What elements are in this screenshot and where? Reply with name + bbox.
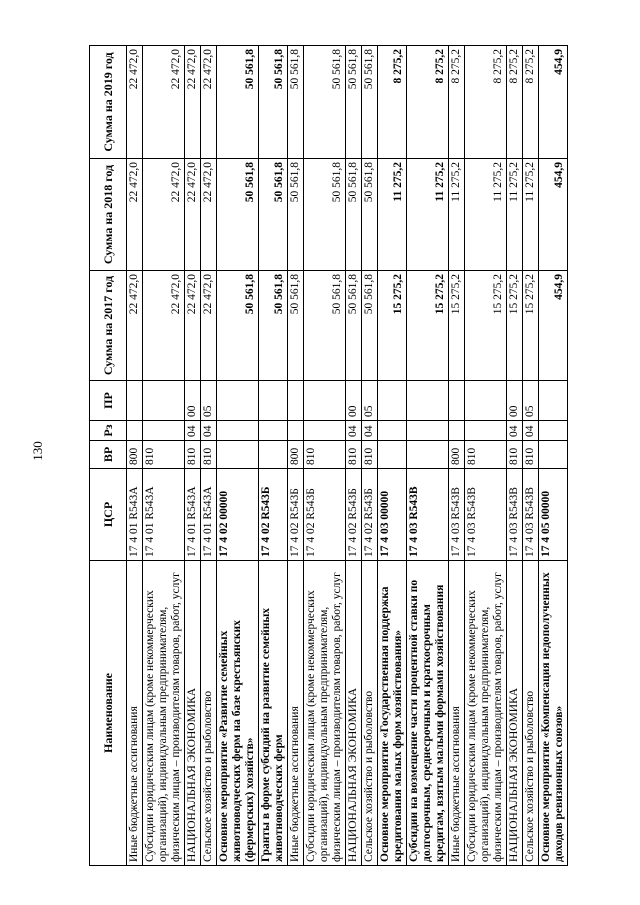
- code-cell: 17 4 03 R543В: [523, 469, 539, 561]
- code-cell: 810: [304, 441, 346, 469]
- code-cell: [539, 381, 568, 421]
- amount-cell: 22 472,0: [185, 271, 201, 381]
- code-cell: [288, 421, 304, 441]
- table-row: [143, 46, 185, 866]
- code-cell: [378, 441, 407, 469]
- table-row: [507, 46, 523, 866]
- column-header: ПР: [90, 381, 127, 421]
- table-row: [378, 46, 407, 866]
- table-row: [362, 46, 378, 866]
- code-cell: 800: [127, 441, 143, 469]
- amount-cell: 50 561,8: [346, 46, 362, 159]
- amount-cell: 15 275,2: [378, 271, 407, 381]
- code-cell: [127, 381, 143, 421]
- amount-cell: 50 561,8: [259, 159, 288, 271]
- amount-cell: 15 275,2: [507, 271, 523, 381]
- code-cell: 17 4 01 R543А: [201, 469, 217, 561]
- code-cell: 05: [201, 381, 217, 421]
- amount-cell: 15 275,2: [465, 271, 507, 381]
- table-row: [217, 46, 259, 866]
- code-cell: 05: [362, 381, 378, 421]
- code-cell: 17 4 02 R543Б: [288, 469, 304, 561]
- table-row: [407, 46, 449, 866]
- amount-cell: 8 275,2: [407, 46, 449, 159]
- column-header: ЦСР: [90, 469, 127, 561]
- row-name-cell: Основное мероприятие «Государственная поддержка кредитования малых форм хозяйствования»: [378, 561, 407, 866]
- code-cell: 17 4 02 R543Б: [259, 469, 288, 561]
- rotated-table-container: [89, 46, 565, 866]
- amount-cell: 22 472,0: [143, 271, 185, 381]
- code-cell: [407, 381, 449, 421]
- amount-cell: 50 561,8: [304, 159, 346, 271]
- code-cell: [217, 441, 259, 469]
- amount-cell: 11 275,2: [465, 159, 507, 271]
- row-name-cell: Сельское хозяйство и рыболовство: [362, 561, 378, 866]
- amount-cell: 50 561,8: [288, 271, 304, 381]
- amount-cell: 50 561,8: [259, 271, 288, 381]
- amount-cell: 50 561,8: [346, 159, 362, 271]
- table-row: [304, 46, 346, 866]
- amount-cell: 15 275,2: [407, 271, 449, 381]
- code-cell: [407, 441, 449, 469]
- code-cell: 17 4 03 R543В: [507, 469, 523, 561]
- column-header: ВР: [90, 441, 127, 469]
- code-cell: [259, 421, 288, 441]
- amount-cell: 50 561,8: [217, 271, 259, 381]
- amount-cell: 15 275,2: [449, 271, 465, 381]
- code-cell: [539, 421, 568, 441]
- row-name-cell: Субсидии на возмещение части процентной ставки по долгосрочным, среднесрочным и краткосрочным кредитам, взятым малыми формами хозяйствования: [407, 561, 449, 866]
- code-cell: [378, 421, 407, 441]
- code-cell: 810: [346, 441, 362, 469]
- page-number: 130: [30, 441, 45, 461]
- code-cell: [143, 381, 185, 421]
- code-cell: 00: [507, 381, 523, 421]
- code-cell: 17 4 03 R543В: [449, 469, 465, 561]
- row-name-cell: НАЦИОНАЛЬНАЯ ЭКОНОМИКА: [185, 561, 201, 866]
- code-cell: 810: [465, 441, 507, 469]
- code-cell: [407, 421, 449, 441]
- amount-cell: 50 561,8: [288, 46, 304, 159]
- row-name-cell: Субсидии юридическим лицам (кроме некоммерческих организаций), индивидуальным предпринимателям, физическим лицам – производителям товаров, работ, услуг: [465, 561, 507, 866]
- column-header: Сумма на 2017 год: [90, 271, 127, 381]
- amount-cell: 22 472,0: [201, 159, 217, 271]
- table-row: [201, 46, 217, 866]
- code-cell: 810: [143, 441, 185, 469]
- amount-cell: 50 561,8: [362, 159, 378, 271]
- table-row: [185, 46, 201, 866]
- code-cell: [378, 381, 407, 421]
- code-cell: 17 4 02 R543Б: [304, 469, 346, 561]
- amount-cell: 50 561,8: [259, 46, 288, 159]
- amount-cell: 22 472,0: [127, 46, 143, 159]
- code-cell: [288, 381, 304, 421]
- code-cell: 800: [288, 441, 304, 469]
- code-cell: [449, 421, 465, 441]
- amount-cell: 50 561,8: [217, 159, 259, 271]
- row-name-cell: Иные бюджетные ассигнования: [288, 561, 304, 866]
- code-cell: [217, 421, 259, 441]
- code-cell: 00: [346, 381, 362, 421]
- code-cell: 17 4 02 R543Б: [362, 469, 378, 561]
- code-cell: 810: [523, 441, 539, 469]
- code-cell: [465, 421, 507, 441]
- code-cell: 05: [523, 381, 539, 421]
- amount-cell: 454,9: [539, 271, 568, 381]
- row-name-cell: Иные бюджетные ассигнования: [449, 561, 465, 866]
- code-cell: 17 4 03 00000: [378, 469, 407, 561]
- code-cell: [449, 381, 465, 421]
- amount-cell: 50 561,8: [362, 46, 378, 159]
- code-cell: 04: [185, 421, 201, 441]
- row-name-cell: Сельское хозяйство и рыболовство: [523, 561, 539, 866]
- code-cell: [217, 381, 259, 421]
- table-row: [346, 46, 362, 866]
- code-cell: [143, 421, 185, 441]
- code-cell: 17 4 01 R543А: [143, 469, 185, 561]
- row-name-cell: НАЦИОНАЛЬНАЯ ЭКОНОМИКА: [346, 561, 362, 866]
- code-cell: [259, 381, 288, 421]
- code-cell: 17 4 01 R543А: [185, 469, 201, 561]
- code-cell: 17 4 01 R543А: [127, 469, 143, 561]
- amount-cell: 454,9: [539, 46, 568, 159]
- code-cell: 17 4 05 00000: [539, 469, 568, 561]
- amount-cell: 22 472,0: [143, 159, 185, 271]
- code-cell: 810: [362, 441, 378, 469]
- code-cell: [127, 421, 143, 441]
- code-cell: 810: [201, 441, 217, 469]
- row-name-cell: Субсидии юридическим лицам (кроме некоммерческих организаций), индивидуальным предпринимателям, физическим лицам – производителям товаров, работ, услуг: [304, 561, 346, 866]
- amount-cell: 22 472,0: [185, 159, 201, 271]
- amount-cell: 50 561,8: [288, 159, 304, 271]
- amount-cell: 22 472,0: [185, 46, 201, 159]
- table-row: [465, 46, 507, 866]
- amount-cell: 22 472,0: [143, 46, 185, 159]
- code-cell: 04: [523, 421, 539, 441]
- code-cell: 04: [346, 421, 362, 441]
- code-cell: [304, 421, 346, 441]
- code-cell: [539, 441, 568, 469]
- code-cell: 04: [507, 421, 523, 441]
- amount-cell: 22 472,0: [201, 46, 217, 159]
- code-cell: 17 4 02 R543Б: [346, 469, 362, 561]
- code-cell: [465, 381, 507, 421]
- budget-table: [89, 45, 568, 866]
- code-cell: 04: [362, 421, 378, 441]
- amount-cell: 11 275,2: [523, 159, 539, 271]
- table-row: [288, 46, 304, 866]
- amount-cell: 11 275,2: [507, 159, 523, 271]
- code-cell: 17 4 03 R543В: [407, 469, 449, 561]
- amount-cell: 11 275,2: [449, 159, 465, 271]
- code-cell: 17 4 02 00000: [217, 469, 259, 561]
- row-name-cell: Субсидии юридическим лицам (кроме некоммерческих организаций), индивидуальным предпринимателям, физическим лицам – производителям товаров, работ, услуг: [143, 561, 185, 866]
- amount-cell: 11 275,2: [407, 159, 449, 271]
- column-header: Рз: [90, 421, 127, 441]
- amount-cell: 50 561,8: [217, 46, 259, 159]
- table-row: [449, 46, 465, 866]
- amount-cell: 50 561,8: [346, 271, 362, 381]
- code-cell: 00: [185, 381, 201, 421]
- amount-cell: 15 275,2: [523, 271, 539, 381]
- amount-cell: 8 275,2: [507, 46, 523, 159]
- row-name-cell: Основное мероприятие «Компенсация недополученных доходов ревизионных союзов»: [539, 561, 568, 866]
- amount-cell: 22 472,0: [127, 159, 143, 271]
- row-name-cell: НАЦИОНАЛЬНАЯ ЭКОНОМИКА: [507, 561, 523, 866]
- amount-cell: 50 561,8: [304, 271, 346, 381]
- code-cell: 810: [185, 441, 201, 469]
- table-header-row: [90, 46, 127, 866]
- amount-cell: 22 472,0: [201, 271, 217, 381]
- code-cell: [259, 441, 288, 469]
- code-cell: 04: [201, 421, 217, 441]
- amount-cell: 50 561,8: [362, 271, 378, 381]
- amount-cell: 50 561,8: [304, 46, 346, 159]
- row-name-cell: Основное мероприятие «Развитие семейных животноводческих ферм на базе крестьянских (фермерских) хозяйств»: [217, 561, 259, 866]
- amount-cell: 8 275,2: [523, 46, 539, 159]
- column-header: Сумма на 2018 год: [90, 159, 127, 271]
- amount-cell: 454,9: [539, 159, 568, 271]
- amount-cell: 11 275,2: [378, 159, 407, 271]
- amount-cell: 8 275,2: [449, 46, 465, 159]
- amount-cell: 22 472,0: [127, 271, 143, 381]
- row-name-cell: Иные бюджетные ассигнования: [127, 561, 143, 866]
- code-cell: 17 4 03 R543В: [465, 469, 507, 561]
- table-row: [127, 46, 143, 866]
- column-header: Наименование: [90, 561, 127, 866]
- column-header: Сумма на 2019 год: [90, 46, 127, 159]
- table-row: [539, 46, 568, 866]
- code-cell: 810: [507, 441, 523, 469]
- row-name-cell: Гранты в форме субсидий на развитие семейных животноводческих ферм: [259, 561, 288, 866]
- code-cell: 800: [449, 441, 465, 469]
- amount-cell: 8 275,2: [465, 46, 507, 159]
- table-row: [259, 46, 288, 866]
- code-cell: [304, 381, 346, 421]
- table-row: [523, 46, 539, 866]
- row-name-cell: Сельское хозяйство и рыболовство: [201, 561, 217, 866]
- amount-cell: 8 275,2: [378, 46, 407, 159]
